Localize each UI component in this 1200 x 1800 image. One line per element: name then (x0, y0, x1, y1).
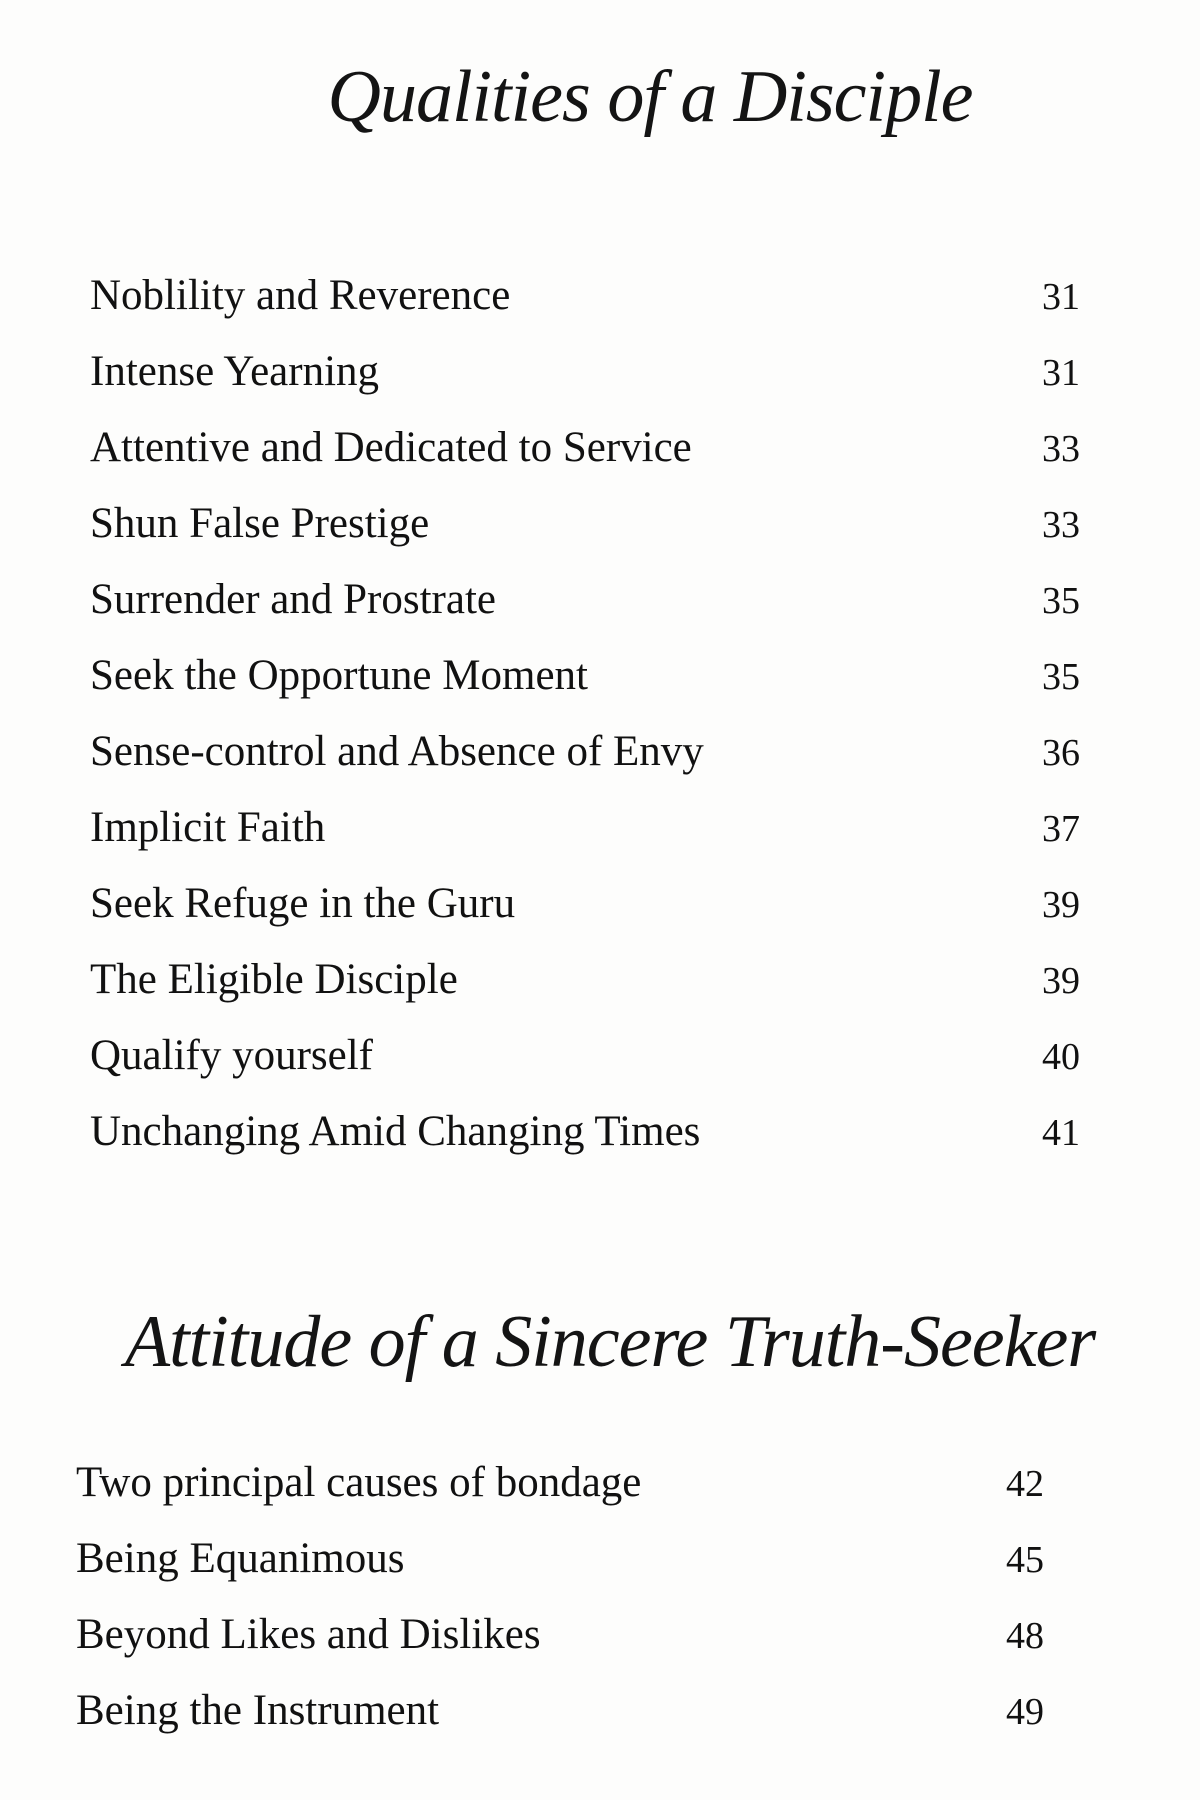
toc-entry-title: Beyond Likes and Dislikes (76, 1611, 541, 1658)
toc-entry (90, 790, 1080, 866)
toc-entry (90, 410, 1080, 486)
toc-entry-page-number: 36 (1042, 732, 1080, 774)
toc-entry-page-number: 40 (1042, 1036, 1080, 1078)
toc-entry-title: Seek Refuge in the Guru (90, 880, 516, 927)
toc-entry-page-number: 45 (1006, 1539, 1044, 1581)
toc-list (90, 258, 1080, 1170)
toc-entry (76, 1445, 1044, 1521)
toc-entry (90, 714, 1080, 790)
toc-entry-page-number: 42 (1006, 1463, 1044, 1505)
toc-entry (76, 1597, 1044, 1673)
toc-entry-title: Being Equanimous (76, 1535, 405, 1582)
toc-entry-page-number: 33 (1042, 504, 1080, 546)
toc-entry-page-number: 49 (1006, 1691, 1044, 1733)
toc-entry-title: Implicit Faith (90, 804, 326, 851)
toc-entry-page-number: 31 (1042, 276, 1080, 318)
toc-entry (90, 1018, 1080, 1094)
toc-entry-title: Seek the Opportune Moment (90, 652, 588, 699)
toc-entry-title: Unchanging Amid Changing Times (90, 1108, 701, 1155)
toc-entry-title: Intense Yearning (90, 348, 380, 395)
toc-entry-page-number: 37 (1042, 808, 1080, 850)
toc-entry (76, 1673, 1044, 1749)
toc-entry-page-number: 39 (1042, 960, 1080, 1002)
toc-entry-page-number: 35 (1042, 656, 1080, 698)
toc-entry-title: Shun False Prestige (90, 500, 430, 547)
section-title: Qualities of a Disciple (327, 56, 973, 138)
toc-entry-title: Noblility and Reverence (90, 272, 511, 319)
toc-entry-page-number: 33 (1042, 428, 1080, 470)
toc-entry (90, 258, 1080, 334)
toc-list (76, 1445, 1044, 1749)
toc-entry (90, 334, 1080, 410)
toc-entry (76, 1521, 1044, 1597)
toc-entry-page-number: 39 (1042, 884, 1080, 926)
toc-entry-title: Attentive and Dedicated to Service (90, 424, 692, 471)
toc-entry (90, 1094, 1080, 1170)
toc-entry-page-number: 31 (1042, 352, 1080, 394)
toc-entry (90, 638, 1080, 714)
toc-entry-page-number: 35 (1042, 580, 1080, 622)
toc-entry-page-number: 48 (1006, 1615, 1044, 1657)
section-title: Attitude of a Sincere Truth-Seeker (124, 1301, 1096, 1383)
toc-entry-title: Two principal causes of bondage (76, 1459, 642, 1506)
toc-entry (90, 486, 1080, 562)
toc-entry-title: Being the Instrument (76, 1687, 440, 1734)
toc-entry-page-number: 41 (1042, 1112, 1080, 1154)
toc-entry-title: Surrender and Prostrate (90, 576, 496, 623)
toc-entry-title: Sense-control and Absence of Envy (90, 728, 704, 775)
toc-entry-title: The Eligible Disciple (90, 956, 458, 1003)
toc-entry-title: Qualify yourself (90, 1032, 374, 1079)
toc-entry (90, 866, 1080, 942)
toc-entry (90, 942, 1080, 1018)
toc-entry (90, 562, 1080, 638)
